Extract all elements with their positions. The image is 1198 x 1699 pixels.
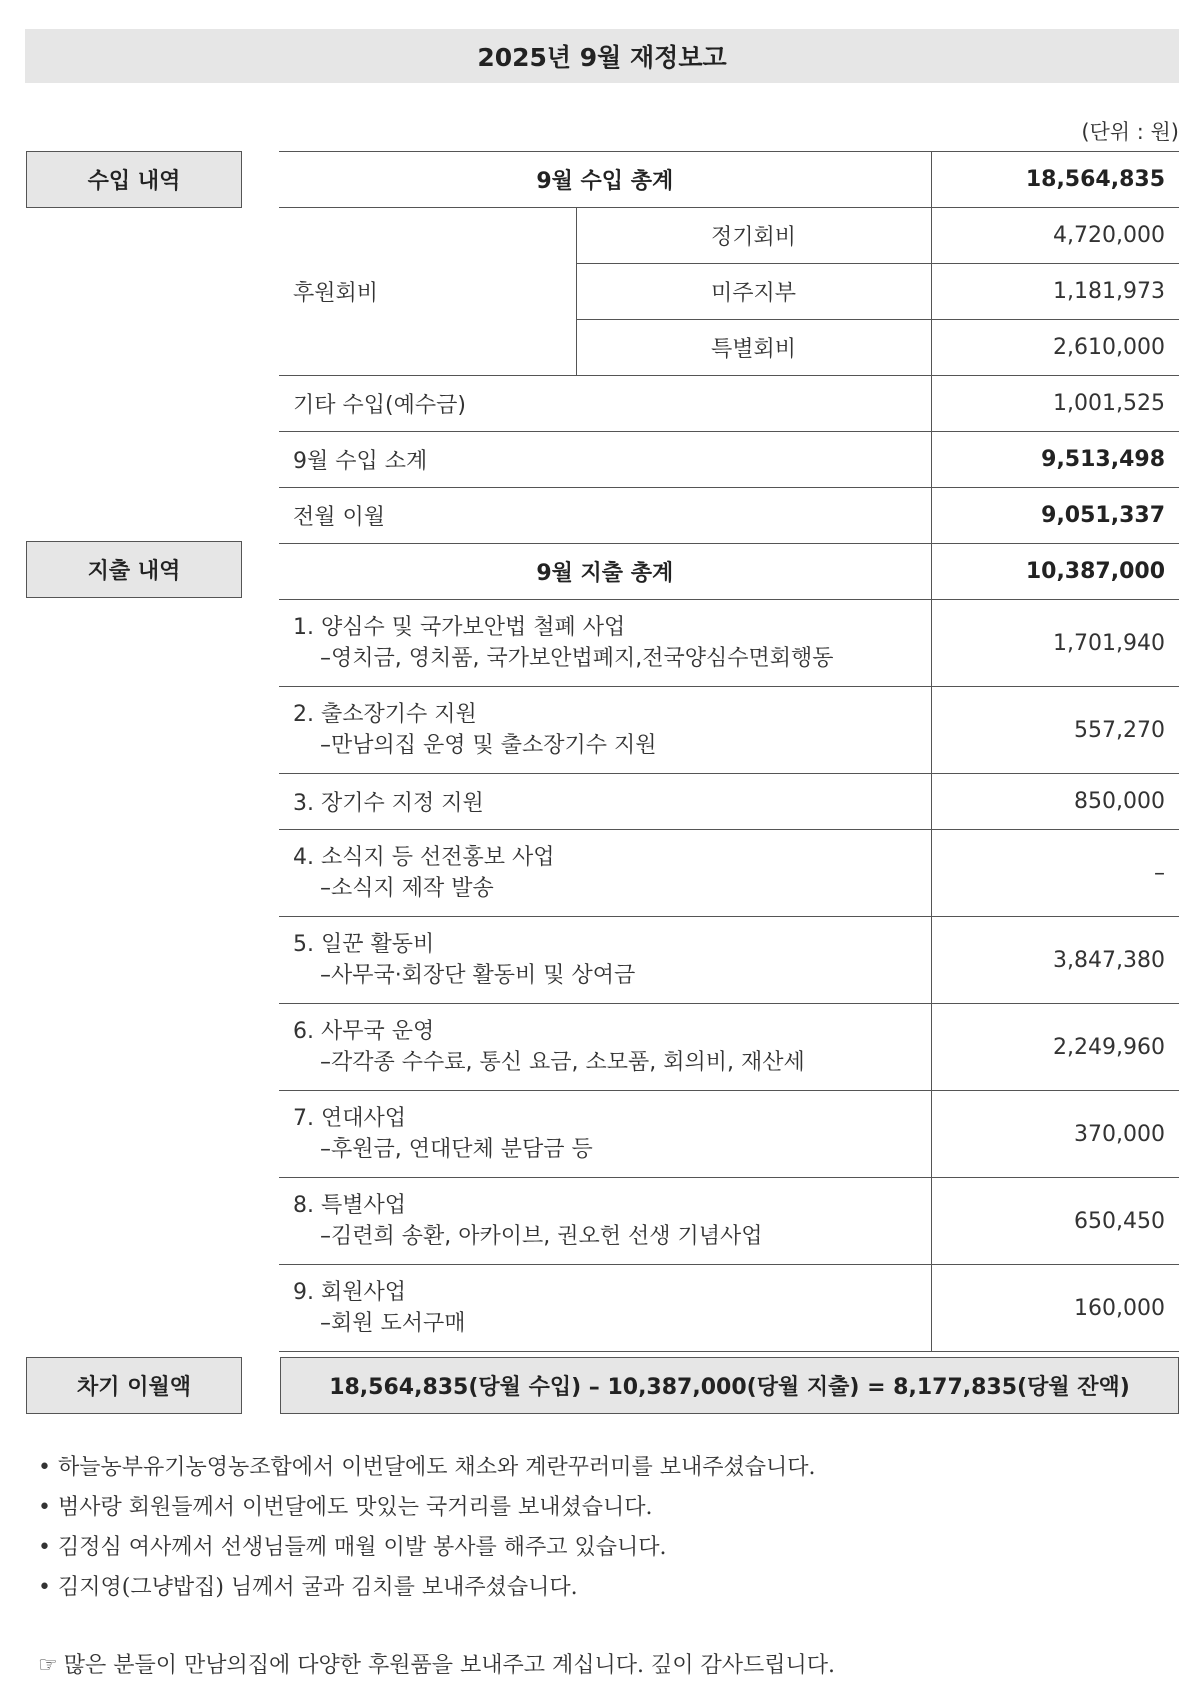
expense-total-amount: 10,387,000 <box>931 544 1179 600</box>
expense-item <box>279 774 931 830</box>
carryover-formula: 18,564,835(당월 수입) – 10,387,000(당월 지출) = 8,177,835(당월 잔액) <box>280 1357 1179 1414</box>
carryover-section-label: 차기 이월액 <box>26 1357 242 1414</box>
expense-item-desc: –소식지 제작 발송 <box>320 876 494 901</box>
expense-item-title: 3. 장기수 지정 지원 <box>293 791 484 816</box>
bullet-icon: • <box>38 1535 51 1560</box>
expense-item-desc: –각각종 수수료, 통신 요금, 소모품, 회의비, 재산세 <box>320 1050 805 1075</box>
bullet-icon: • <box>38 1495 51 1520</box>
donation-notes <box>38 1448 816 1608</box>
membership-item-label: 정기회비 <box>576 208 931 264</box>
table-row <box>279 1265 1179 1352</box>
carryover-amount: 9,051,337 <box>931 488 1179 544</box>
membership-item-amount: 1,181,973 <box>931 264 1179 320</box>
table-row <box>279 774 1179 830</box>
expense-total-row <box>279 544 1179 600</box>
expense-item-amount: 3,847,380 <box>931 917 1179 1004</box>
membership-item-label: 미주지부 <box>576 264 931 320</box>
expense-item <box>279 830 931 917</box>
table-row <box>279 600 1179 687</box>
expense-item-title: 7. 연대사업 <box>293 1106 406 1131</box>
membership-label: 후원회비 <box>279 208 576 376</box>
table-row <box>279 1004 1179 1091</box>
expense-section-label: 지출 내역 <box>26 541 242 598</box>
expense-item-amount: 850,000 <box>931 774 1179 830</box>
expense-item <box>279 1265 931 1352</box>
expense-item-desc: –김련희 송환, 아카이브, 권오헌 선생 기념사업 <box>320 1224 763 1249</box>
note-text: 하늘농부유기농영농조합에서 이번달에도 채소와 계란꾸러미를 보내주셨습니다. <box>58 1455 816 1480</box>
expense-total-label: 9월 지출 총계 <box>279 544 931 600</box>
list-item <box>38 1568 816 1608</box>
expense-item <box>279 917 931 1004</box>
expense-item-amount: 650,450 <box>931 1178 1179 1265</box>
thanks-text: 많은 분들이 만남의집에 다양한 후원품을 보내주고 계십니다. 깊이 감사드립니다. <box>63 1653 835 1678</box>
expense-item-desc: –회원 도서구매 <box>320 1311 466 1336</box>
bullet-icon: • <box>38 1455 51 1480</box>
expense-item-title: 6. 사무국 운영 <box>293 1019 435 1044</box>
expense-item <box>279 1004 931 1091</box>
expense-item-title: 2. 출소장기수 지원 <box>293 702 477 727</box>
expense-item-title: 8. 특별사업 <box>293 1193 406 1218</box>
list-item <box>38 1488 816 1528</box>
expense-item <box>279 1091 931 1178</box>
expense-item-amount: 370,000 <box>931 1091 1179 1178</box>
expense-item-amount: 1,701,940 <box>931 600 1179 687</box>
expense-item-amount: 557,270 <box>931 687 1179 774</box>
unit-label: (단위 : 원) <box>1081 120 1179 144</box>
membership-item-amount: 2,610,000 <box>931 320 1179 376</box>
membership-item-label: 특별회비 <box>576 320 931 376</box>
income-total-row <box>279 152 1179 208</box>
finance-table <box>279 151 1179 1352</box>
expense-item-title: 9. 회원사업 <box>293 1280 406 1305</box>
expense-item-title: 1. 양심수 및 국가보안법 철폐 사업 <box>293 615 626 640</box>
expense-item-desc: –영치금, 영치품, 국가보안법폐지,전국양심수면회행동 <box>320 646 834 671</box>
expense-item-desc: –후원금, 연대단체 분담금 등 <box>320 1137 593 1162</box>
thanks-message <box>38 1648 835 1679</box>
carryover-label: 전월 이월 <box>279 488 931 544</box>
bullet-icon: • <box>38 1575 51 1600</box>
expense-item-title: 5. 일꾼 활동비 <box>293 932 435 957</box>
list-item <box>38 1528 816 1568</box>
income-total-label: 9월 수입 총계 <box>279 152 931 208</box>
pointing-hand-icon: ☞ <box>38 1653 58 1678</box>
report-title: 2025년 9월 재정보고 <box>25 29 1179 83</box>
income-total-amount: 18,564,835 <box>931 152 1179 208</box>
expense-item-amount: 2,249,960 <box>931 1004 1179 1091</box>
expense-item-title: 4. 소식지 등 선전홍보 사업 <box>293 845 555 870</box>
table-row <box>279 432 1179 488</box>
table-row <box>279 376 1179 432</box>
expense-item-desc: –사무국·회장단 활동비 및 상여금 <box>320 963 636 988</box>
income-subtotal-amount: 9,513,498 <box>931 432 1179 488</box>
table-row <box>279 917 1179 1004</box>
table-row <box>279 488 1179 544</box>
membership-item-amount: 4,720,000 <box>931 208 1179 264</box>
note-text: 범사랑 회원들께서 이번달에도 맛있는 국거리를 보내셨습니다. <box>58 1495 653 1520</box>
expense-item-amount: 160,000 <box>931 1265 1179 1352</box>
expense-item-desc: –만남의집 운영 및 출소장기수 지원 <box>320 733 657 758</box>
table-row <box>279 1178 1179 1265</box>
list-item <box>38 1448 816 1488</box>
income-section-label: 수입 내역 <box>26 151 242 208</box>
expense-item <box>279 600 931 687</box>
table-row <box>279 687 1179 774</box>
note-text: 김정심 여사께서 선생님들께 매월 이발 봉사를 해주고 있습니다. <box>58 1535 667 1560</box>
table-row <box>279 1091 1179 1178</box>
table-row <box>279 208 1179 264</box>
table-row <box>279 830 1179 917</box>
expense-item <box>279 687 931 774</box>
expense-item-amount: – <box>931 830 1179 917</box>
other-income-label: 기타 수입(예수금) <box>279 376 931 432</box>
note-text: 김지영(그냥밥집) 님께서 굴과 김치를 보내주셨습니다. <box>58 1575 578 1600</box>
expense-item <box>279 1178 931 1265</box>
income-subtotal-label: 9월 수입 소계 <box>279 432 931 488</box>
other-income-amount: 1,001,525 <box>931 376 1179 432</box>
